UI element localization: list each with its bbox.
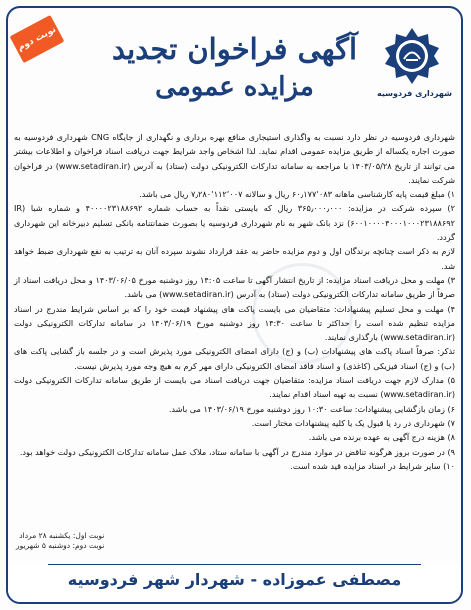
item-1: ۱) مبلغ قیمت پایه کارشناسی ماهانه ۶۰٫۱۷۷٬۰۸۳ ریال و سالانه ۷٫۲۸۰٬۱۱۲٬۰۰۷ ریال می باشد.	[139, 189, 455, 200]
item-9: ۹) در صورت بروز هرگونه تناقض در موارد مندرج در آگهی با سامانه ستاد، ملاک عمل سامانه تدارکات الکترونیکی دولت خواهد بود.	[19, 446, 455, 457]
first-round-date: نوبت اول: یکشنبه ۲۸ مرداد	[19, 531, 105, 540]
item-10: ۱۰) سایر شرایط در اسناد مزایده قید شده است.	[290, 460, 455, 471]
item-6: ۶) زمان بازگشایی پیشنهادات: ساعت ۱۰:۳۰ روز دوشنبه مورخ ۱۴۰۳/۰۶/۱۹ می باشد.	[168, 403, 455, 414]
footer-divider	[48, 564, 421, 565]
footer	[8, 564, 461, 602]
item-8: ۸) هزینه درج آگهی به عهده برنده می باشد.	[308, 432, 455, 443]
item-7: ۷) شهرداری در رد یا قبول یک یا کلیه پیشنهادات مختار است.	[251, 417, 455, 428]
item-5: ۵) مدارک لازم جهت دریافت اسناد مزایده: متقاضیان جهت دریافت اسناد می بایست از طریق سامانه تدارکات الکترونیکی دولت (www.setadiran.ir) نسبت به تهیه اسناد اقدام نمایند.	[14, 375, 455, 400]
item-2: ۲) سپرده شرکت در مزایده: ۳۶۵٫۰۰۰٫۰۰۰ ریال که بایستی نقداً به حساب شماره ۴۰۰۰۰۲۳۱۸۸۶۹۲ و شماره شبا (IR ۶۰۰۱۰۰۰۰۴۰۰۰۱۰۰۰۲۳۱۸۸۶۹۲) نزد بانک شهر به نام شهرداری فردوسیه یا بصورت ضمانتنامه بانکی تسلیم دبیرخانه این شهرداری گردد.	[14, 203, 455, 243]
item-4: ۴) مهلت و محل تسلیم پیشنهادات: متقاضیان می بایست پاکت های پیشنهاد قیمت خود را که بر اساس شرایط مندرج در اسناد مزایده تنظیم شده است را حداکثر تا ساعت ۱۴:۳۰ روز دوشنبه مورخ ۱۴۰۳/۰۶/۱۹ در سامانه تدارکات الکترونیکی دولت (www.setadiran.ir) بارگذاری نمایند.	[14, 303, 455, 343]
title-line-1: آگهی فراخوان تجدید	[111, 32, 358, 66]
intro-paragraph: شهرداری فردوسیه در نظر دارد نسبت به واگذاری استیجاری منافع بهره برداری و نگهداری از جایگاه CNG شهرداری فردوسیه به صورت اجاره یکساله از طریق مزایده عمومی اقدام نماید. لذا اشخاص واجد شرایط جهت دریافت اسناد فراخوان و اطلاعات بیشتر می توانند از تاریخ ۱۴۰۳/۰۵/۲۸ با مراجعه به سامانه تدارکات الکترونیکی دولت (ستاد) به آدرس (www.setadiran.ir) در فراخوان شرکت نمایند.	[14, 132, 456, 185]
header	[8, 8, 461, 126]
round-badge: نوبت دوم	[10, 15, 65, 63]
publication-dates	[16, 531, 104, 551]
mayor-signature: مصطفی عموزاده - شهردار شهر فردوسیه	[67, 570, 402, 589]
deposit-note: لازم به ذکر است چنانچه برندگان اول و دوم مزایده حاضر به عقد قرارداد نشوند سپرده آنان به ترتیب به نفع شهرداری ضبط خواهد شد.	[14, 246, 455, 271]
municipality-logo	[377, 26, 452, 118]
second-round-date: نوبت دوم: دوشنبه ۵ شهریور	[16, 541, 105, 550]
advertisement-frame	[6, 6, 463, 604]
municipality-emblem-icon	[382, 26, 442, 86]
item-3: ۳) مهلت و محل دریافت اسناد مزایده: از تاریخ انتشار آگهی تا ساعت ۱۴:۰۵ روز دوشنبه مورخ ۱۴۰۳/۰۶/۰۵ و محل دریافت اسناد از صرفاً از طریق سامانه تدارکات الکترونیکی دولت (ستاد) به آدرس (www.setadiran.ir) می باشد.	[14, 274, 455, 300]
logo-caption: شهرداری فردوسیه	[377, 89, 452, 98]
advertisement-body	[14, 130, 455, 473]
title-line-2: مزایده عمومی	[155, 72, 314, 102]
note-paragraph: تذکر: صرفاً اسناد پاکت های پیشنهادات (ب) و (ج) دارای امضای الکترونیکی مورد پذیرش است و در جلسه باز گشایی پاکت های (ب) و (ج) اسناد فیزیکی (کاغذی) و اسناد فاقد امضای الکترونیکی دارای مهر کرم به هیچ وجه مورد پذیرش نیست.	[14, 346, 455, 371]
